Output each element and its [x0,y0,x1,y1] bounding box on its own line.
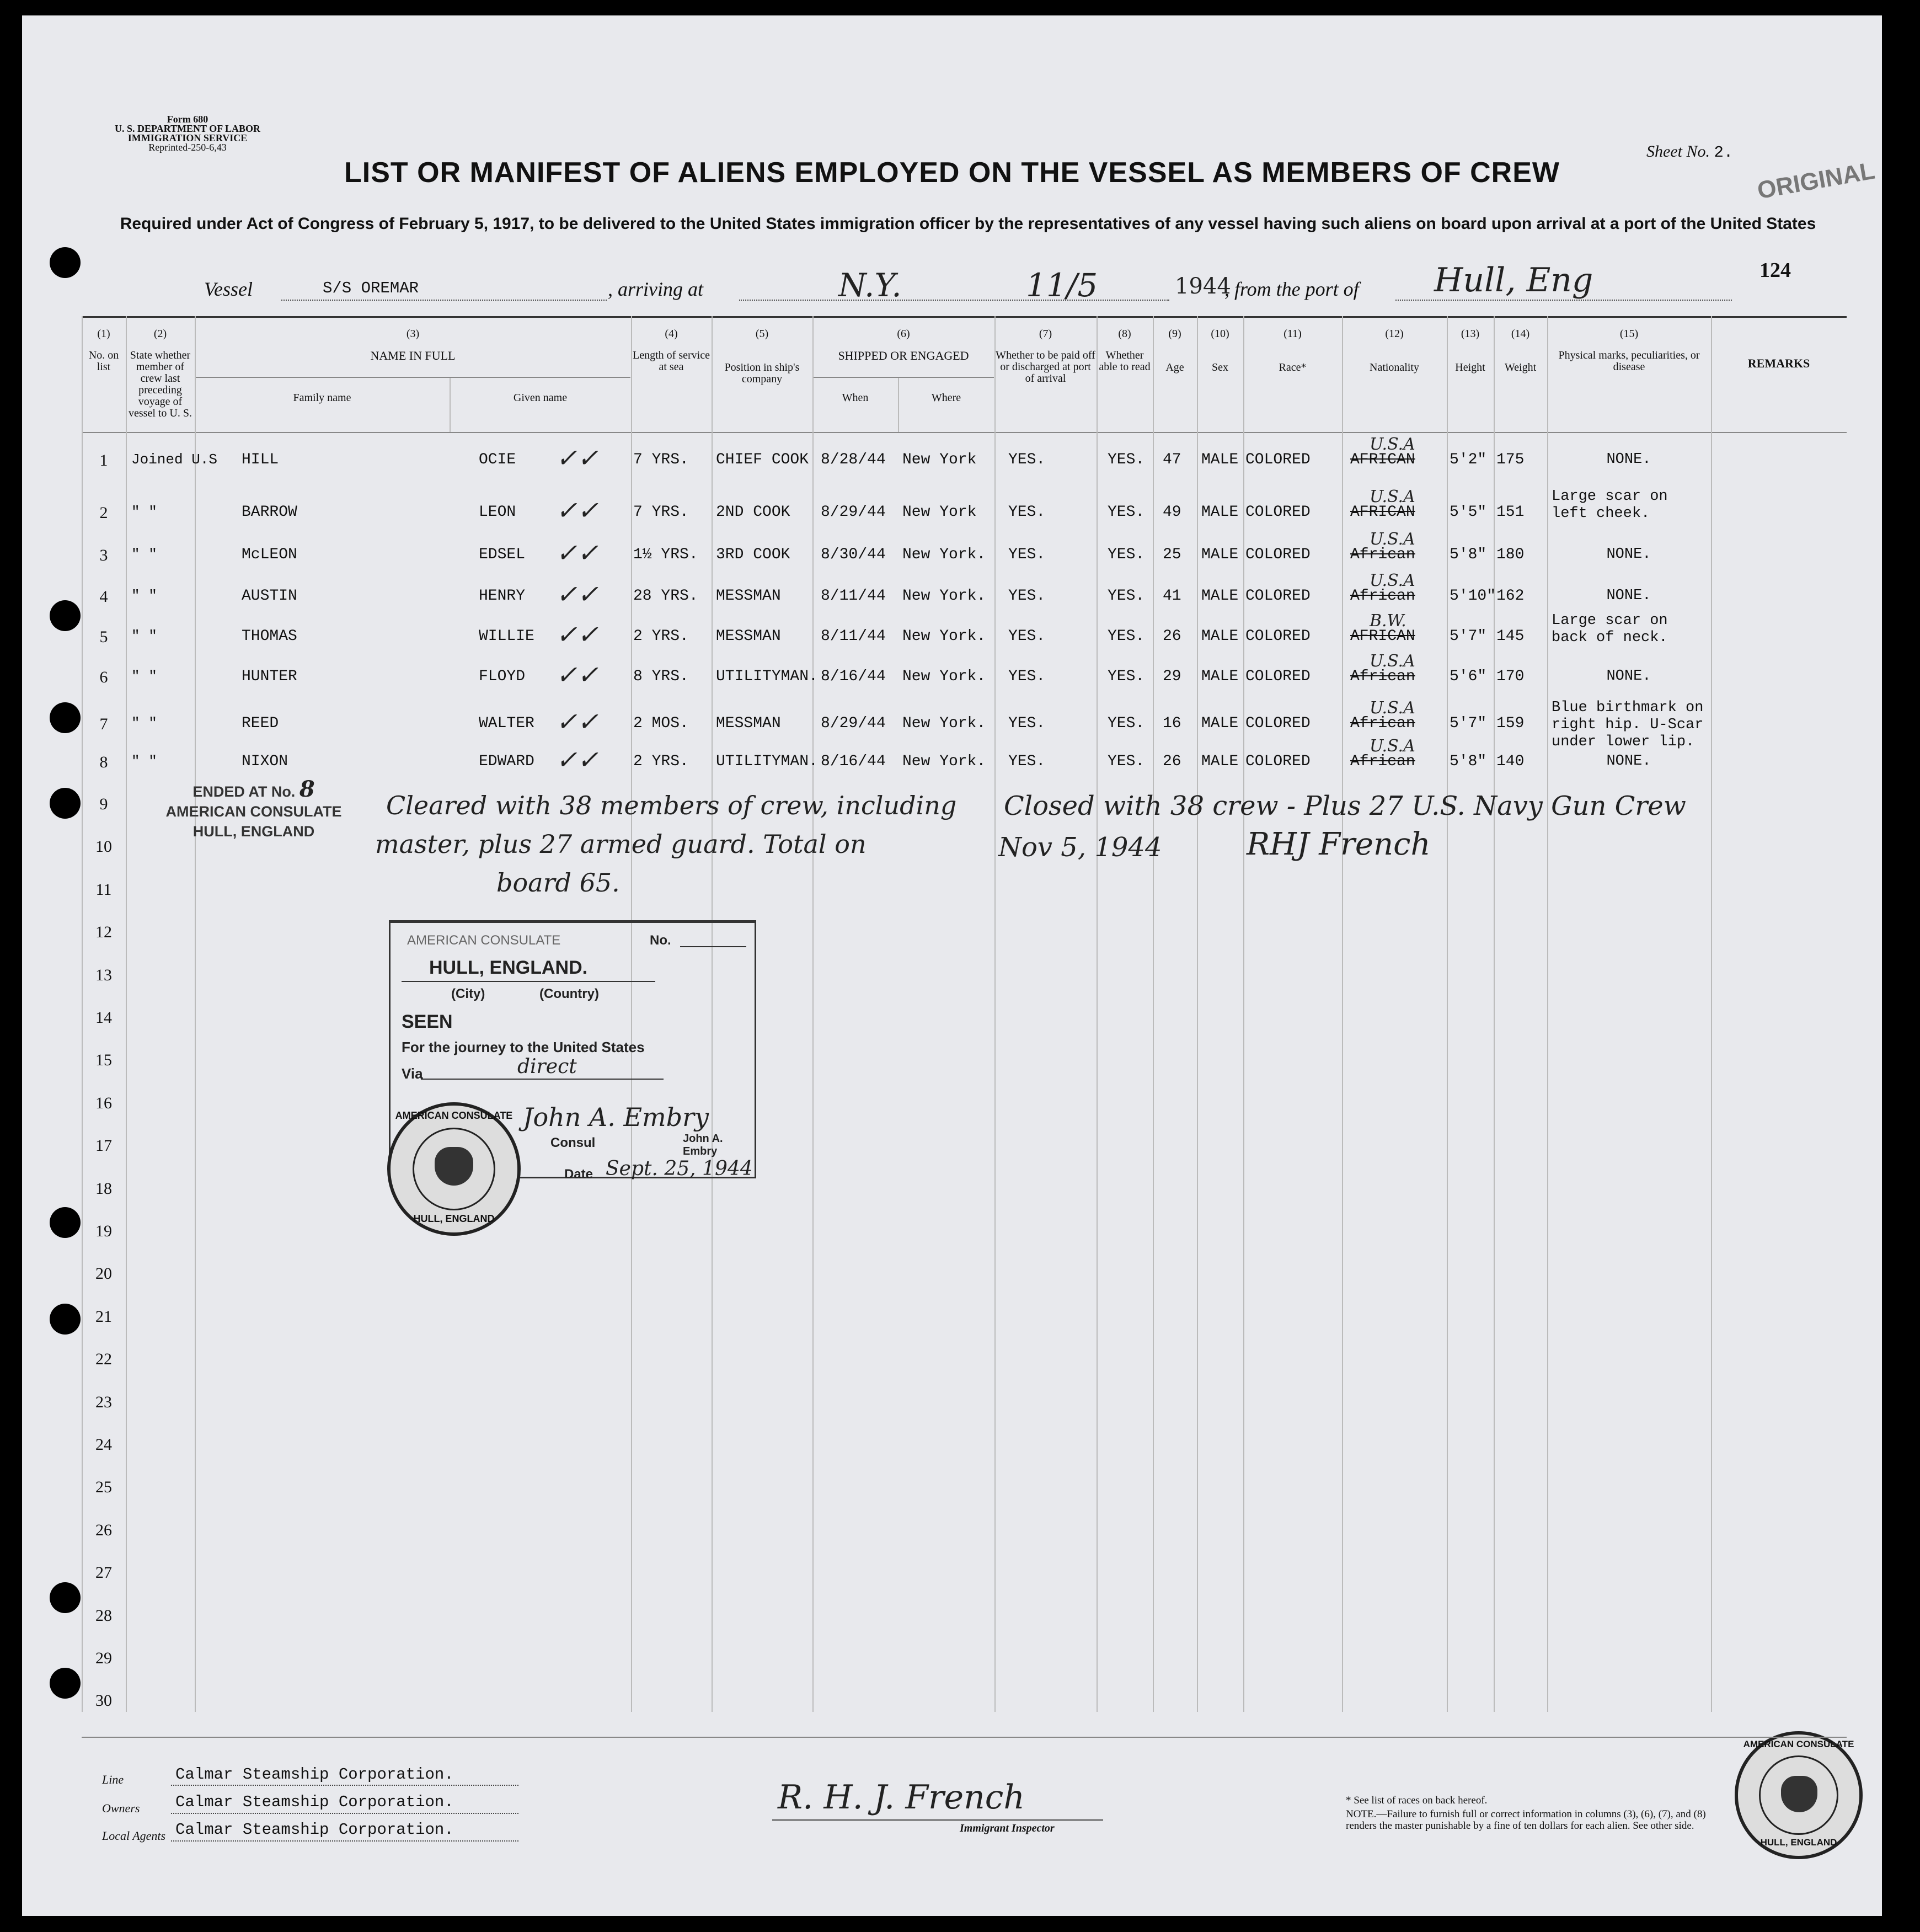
footer-agents-value: Calmar Steamship Corporation. [175,1821,454,1839]
cell-nationality-original: AFRICAN [1350,451,1415,468]
cell-nationality-original: African [1350,588,1415,605]
cell-race: COLORED [1245,451,1311,468]
arriving-date: 11/5 [1026,266,1098,304]
cell-nationality-corrected: U.S.A [1370,487,1415,506]
col-header-1: (1) No. on list [88,328,119,373]
cell-height: 5'6" [1450,668,1487,685]
binder-hole [50,1304,81,1335]
check-mark-icon: ✓✓ [556,707,599,736]
inspector-label: Immigrant Inspector [960,1822,1055,1834]
check-mark-icon: ✓✓ [556,579,599,609]
cell-nationality-corrected: U.S.A [1370,571,1415,590]
row-number: 27 [95,1563,112,1582]
ended-value: 8 [299,776,315,802]
page-subtitle: Required under Act of Congress of February 5, 1917, to be delivered to the United States immigration officer by the representatives of any vessel having such aliens on board upon arrival at a port of the United States [120,215,1816,233]
row-number: 6 [99,668,108,686]
cell-family: REED [242,715,279,732]
cell-where: New York. [902,715,986,732]
cell-nationality-original: AFRICAN [1350,504,1415,521]
cell-where: New York [902,504,977,521]
cell-position: UTILITYMAN. [716,753,818,770]
sheet-label: Sheet No. [1646,142,1710,161]
footer-owners-label: Owners [102,1801,140,1815]
cell-when: 8/16/44 [821,753,886,770]
consulate-journey: For the journey to the United States [402,1039,645,1055]
cell-position: 3RD COOK [716,546,790,563]
handwritten-note-1: Cleared with 38 members of crew, including [386,791,957,820]
consulate-date-value: Sept. 25, 1944 [606,1157,753,1180]
cell-when: 8/30/44 [821,546,886,563]
row-number: 3 [99,546,108,564]
cell-nationality-corrected: U.S.A [1370,530,1415,549]
handwritten-note-2: master, plus 27 armed guard. Total on [375,829,867,859]
row-number: 28 [95,1607,112,1625]
col-header-3: (3) NAME IN FULL [370,328,456,362]
col-header-2: (2) State whether member of crew last preceding voyage of vessel to U. S. [129,328,192,419]
race-note: * See list of races on back hereof. [1346,1795,1488,1806]
col-header-12: (12) Nationality [1370,328,1419,373]
seal-bottom-text: HULL, ENGLAND [413,1213,495,1224]
form-header [88,115,287,152]
cell-nationality-original: African [1350,715,1415,732]
cell-family: HUNTER [242,668,297,685]
row-number: 29 [95,1649,112,1667]
binder-hole [50,600,81,631]
vessel-label: Vessel [204,278,253,300]
consulate-no-label: No. [650,933,671,948]
cell-nationality-original: African [1350,668,1415,685]
col-header-where: Where [931,392,961,404]
cell-weight: 151 [1496,504,1525,521]
handwritten-note-3: board 65. [496,868,620,898]
cell-family: AUSTIN [242,588,297,605]
row-number: 7 [99,715,108,733]
cell-weight: 140 [1496,753,1525,770]
cell-race: COLORED [1245,504,1311,521]
consul-signature: John A. Embry [523,1102,709,1132]
consulate-country-label: (Country) [539,986,599,1001]
cell-family: NIXON [242,753,288,770]
cell-read: YES. [1108,451,1145,468]
col-header-10: (10) Sex [1211,328,1229,373]
col-header-family: Family name [293,392,351,404]
cell-marks: Large scar on back of neck. [1552,612,1668,646]
row-number: 8 [99,753,108,771]
cell-when: 8/29/44 [821,715,886,732]
cell-marks: Blue birthmark on right hip. U-Scar under lower lip. [1552,700,1704,750]
row-number: 5 [99,628,108,646]
cell-position: 2ND COOK [716,504,790,521]
cell-sex: MALE [1201,753,1239,770]
cell-position: UTILITYMAN. [716,668,818,685]
footer-line-value: Calmar Steamship Corporation. [175,1765,454,1784]
row-number: 4 [99,588,108,606]
cell-where: New York. [902,588,986,605]
binder-hole [50,788,81,819]
cell-when: 8/11/44 [821,628,886,645]
cell-race: COLORED [1245,628,1311,645]
cell-nationality-corrected: U.S.A [1370,698,1415,718]
row-number: 21 [95,1307,112,1326]
row-number: 19 [95,1222,112,1240]
row-number: 12 [95,923,112,941]
cell-position: CHIEF COOK [716,451,809,468]
cell-paid: YES. [1008,715,1046,732]
ended-stamp [149,776,359,841]
cell-where: New York [902,451,977,468]
cell-read: YES. [1108,504,1145,521]
cell-prev: " " [131,753,157,770]
row-number: 24 [95,1435,112,1454]
footer-agents-label: Local Agents [102,1829,166,1843]
cell-race: COLORED [1245,668,1311,685]
row-number: 13 [95,966,112,984]
cell-sex: MALE [1201,715,1239,732]
check-mark-icon: ✓✓ [556,495,599,525]
cell-family: BARROW [242,504,297,521]
cell-race: COLORED [1245,588,1311,605]
cell-service: 7 YRS. [633,504,689,521]
ended-label: ENDED AT No. [192,783,296,800]
arriving-year: 1944 [1175,274,1231,299]
row-number: 25 [95,1478,112,1496]
consulate-seen: SEEN [402,1011,453,1032]
cell-age: 49 [1163,504,1181,521]
handwritten-arrival-date: Nov 5, 1944 [998,832,1162,863]
cell-service: 28 YRS. [633,588,698,605]
consulate-header: AMERICAN CONSULATE [407,933,561,948]
cell-sex: MALE [1201,504,1239,521]
cell-race: COLORED [1245,546,1311,563]
cell-age: 41 [1163,588,1181,605]
cell-position: MESSMAN [716,715,781,732]
cell-family: HILL [242,451,279,468]
cell-weight: 180 [1496,546,1525,563]
cell-where: New York. [902,628,986,645]
consulate-seal [387,1102,521,1236]
cell-prev: " " [131,668,157,685]
cell-given: EDSEL [479,546,526,563]
col-header-given: Given name [513,392,568,404]
binder-hole [50,1207,81,1238]
original-stamp: ORIGINAL [1755,157,1877,205]
binder-hole [50,247,81,278]
col-header-remarks: REMARKS [1747,356,1810,370]
cell-height: 5'2" [1450,451,1487,468]
cell-height: 5'10" [1450,588,1496,605]
from-port: Hull, Eng [1434,261,1593,300]
cell-nationality-original: AFRICAN [1350,628,1415,645]
cell-nationality-corrected: U.S.A [1370,435,1415,454]
footer-note: NOTE.—Failure to furnish full or correct information in columns (3), (6), (7), and (8) renders the master punishable by a fine of ten dollars for each alien. See other side. [1346,1808,1706,1832]
binder-hole [50,1582,81,1613]
eagle-icon [435,1147,473,1186]
cell-marks: NONE. [1606,451,1651,468]
cell-read: YES. [1108,588,1145,605]
cell-where: New York. [902,668,986,685]
consulate-date-label: Date [564,1167,593,1182]
row-number: 22 [95,1350,112,1368]
ended-city: HULL, ENGLAND [192,823,315,840]
sheet-value: 2. [1714,143,1734,162]
cell-marks: NONE. [1606,753,1651,770]
cell-age: 16 [1163,715,1181,732]
cell-when: 8/11/44 [821,588,886,605]
cell-service: 7 YRS. [633,451,689,468]
row-number: 1 [99,451,108,469]
cell-given: LEON [479,504,516,521]
row-number: 20 [95,1264,112,1283]
cell-sex: MALE [1201,668,1239,685]
footer-owners-value: Calmar Steamship Corporation. [175,1793,454,1811]
cell-paid: YES. [1008,668,1046,685]
cell-read: YES. [1108,753,1145,770]
row-number: 30 [95,1691,112,1710]
ended-consulate: AMERICAN CONSULATE [165,803,342,820]
cell-when: 8/16/44 [821,668,886,685]
inspector-signature: R. H. J. French [778,1778,1025,1817]
cell-prev: " " [131,504,157,520]
cell-nationality-corrected: B.W. [1370,611,1406,631]
handwritten-arrival-note: Closed with 38 crew - Plus 27 U.S. Navy Gun Crew [1004,791,1686,821]
cell-paid: YES. [1008,628,1046,645]
consulate-city-country: HULL, ENGLAND. [429,957,588,978]
cell-read: YES. [1108,668,1145,685]
form-service: IMMIGRATION SERVICE [127,132,248,143]
consulate-city-label: (City) [451,986,485,1001]
form-reprint: Reprinted-250-6,43 [148,142,227,153]
cell-prev: " " [131,715,157,732]
seal-footer-top-text: AMERICAN CONSULATE [1743,1739,1854,1749]
row-number: 14 [95,1008,112,1027]
cell-weight: 162 [1496,588,1525,605]
cell-where: New York. [902,753,986,770]
row-number: 9 [99,795,108,813]
cell-where: New York. [902,546,986,563]
cell-age: 25 [1163,546,1181,563]
row-number: 23 [95,1393,112,1411]
cell-service: 2 YRS. [633,753,689,770]
cell-marks: NONE. [1606,668,1651,685]
cell-position: MESSMAN [716,628,781,645]
col-header-5: (5) Position in ship's company [724,328,800,385]
consul-label: Consul [550,1135,596,1150]
row-number: 16 [95,1094,112,1112]
seal-top-text: AMERICAN CONSULATE [395,1110,513,1121]
cell-paid: YES. [1008,588,1046,605]
cell-paid: YES. [1008,451,1046,468]
crew-table [82,316,1847,1712]
cell-race: COLORED [1245,753,1311,770]
cell-prev: " " [131,588,157,604]
cell-sex: MALE [1201,588,1239,605]
binder-hole [50,702,81,733]
cell-nationality-corrected: U.S.A [1370,736,1415,756]
cell-weight: 159 [1496,715,1525,732]
col-header-14: (14) Weight [1504,328,1537,373]
page-number: 124 [1759,259,1791,282]
consulate-seal-footer [1735,1731,1863,1859]
page-title: LIST OR MANIFEST OF ALIENS EMPLOYED ON THE VESSEL AS MEMBERS OF CREW [344,157,1560,189]
cell-weight: 170 [1496,668,1525,685]
cell-service: 2 YRS. [633,628,689,645]
row-number: 2 [99,504,108,522]
cell-race: COLORED [1245,715,1311,732]
cell-prev: Joined U.S [131,451,218,468]
cell-height: 5'7" [1450,715,1487,732]
cell-given: EDWARD [479,753,534,770]
vessel-name: S/S OREMAR [323,279,419,297]
check-mark-icon: ✓✓ [556,443,599,473]
cell-prev: " " [131,546,157,563]
cell-nationality-original: African [1350,546,1415,563]
from-port-label: , from the port of [1224,278,1359,300]
cell-paid: YES. [1008,753,1046,770]
cell-given: HENRY [479,588,526,605]
cell-nationality-corrected: U.S.A [1370,652,1415,671]
arriving-label: , arriving at [608,278,704,300]
col-header-11: (11) Race* [1279,328,1307,373]
cell-age: 47 [1163,451,1181,468]
cell-paid: YES. [1008,546,1046,563]
cell-read: YES. [1108,715,1145,732]
consul-name: John A. Embry [683,1133,723,1157]
cell-marks: NONE. [1606,588,1651,604]
row-number: 11 [95,880,112,899]
cell-prev: " " [131,628,157,644]
cell-age: 26 [1163,753,1181,770]
cell-when: 8/29/44 [821,504,886,521]
cell-age: 29 [1163,668,1181,685]
row-number: 15 [95,1051,112,1069]
cell-position: MESSMAN [716,588,781,605]
binder-hole [50,1668,81,1699]
form-number: Form 680 [167,114,208,125]
cell-paid: YES. [1008,504,1046,521]
row-number: 10 [95,837,112,856]
consulate-via-value: direct [517,1055,577,1078]
cell-age: 26 [1163,628,1181,645]
row-number: 18 [95,1180,112,1198]
footer-line-label: Line [102,1773,124,1786]
cell-sex: MALE [1201,546,1239,563]
cell-given: WILLIE [479,628,534,645]
cell-service: 1½ YRS. [633,546,698,563]
cell-read: YES. [1108,628,1145,645]
check-mark-icon: ✓✓ [556,538,599,568]
cell-marks: NONE. [1606,546,1651,563]
check-mark-icon: ✓✓ [556,620,599,649]
cell-weight: 145 [1496,628,1525,645]
col-header-6: (6) SHIPPED OR ENGAGED [838,328,969,362]
eagle-icon [1781,1776,1817,1812]
cell-given: OCIE [479,451,516,468]
cell-service: 8 YRS. [633,668,689,685]
cell-weight: 175 [1496,451,1525,468]
arriving-place: N.Y. [838,266,902,304]
cell-marks: Large scar on left cheek. [1552,488,1668,522]
cell-given: FLOYD [479,668,526,685]
cell-read: YES. [1108,546,1145,563]
col-header-9: (9) Age [1165,328,1184,373]
handwritten-signature: RHJ French [1247,826,1431,862]
consulate-via-label: Via [402,1065,423,1082]
cell-sex: MALE [1201,628,1239,645]
row-number: 17 [95,1136,112,1155]
seal-footer-bottom-text: HULL, ENGLAND [1760,1837,1837,1848]
cell-sex: MALE [1201,451,1239,468]
form-department: U. S. DEPARTMENT OF LABOR [114,123,261,134]
manifest-sheet [22,15,1882,1916]
col-header-when: When [842,392,869,404]
col-header-8: (8) Whether able to read [1099,328,1151,373]
cell-height: 5'5" [1450,504,1487,521]
cell-given: WALTER [479,715,534,732]
col-header-4: (4) Length of service at sea [633,328,710,373]
col-header-13: (13) Height [1455,328,1485,373]
cell-height: 5'8" [1450,753,1487,770]
cell-height: 5'8" [1450,546,1487,563]
cell-nationality-original: African [1350,753,1415,770]
row-number: 26 [95,1521,112,1539]
cell-height: 5'7" [1450,628,1487,645]
check-mark-icon: ✓✓ [556,660,599,690]
cell-when: 8/28/44 [821,451,886,468]
col-header-7: (7) Whether to be paid off or discharged at port of arrival [996,328,1095,385]
cell-family: McLEON [242,546,297,563]
check-mark-icon: ✓✓ [556,745,599,775]
cell-service: 2 MOS. [633,715,689,732]
cell-family: THOMAS [242,628,297,645]
col-header-15: (15) Physical marks, peculiarities, or disease [1558,328,1700,373]
